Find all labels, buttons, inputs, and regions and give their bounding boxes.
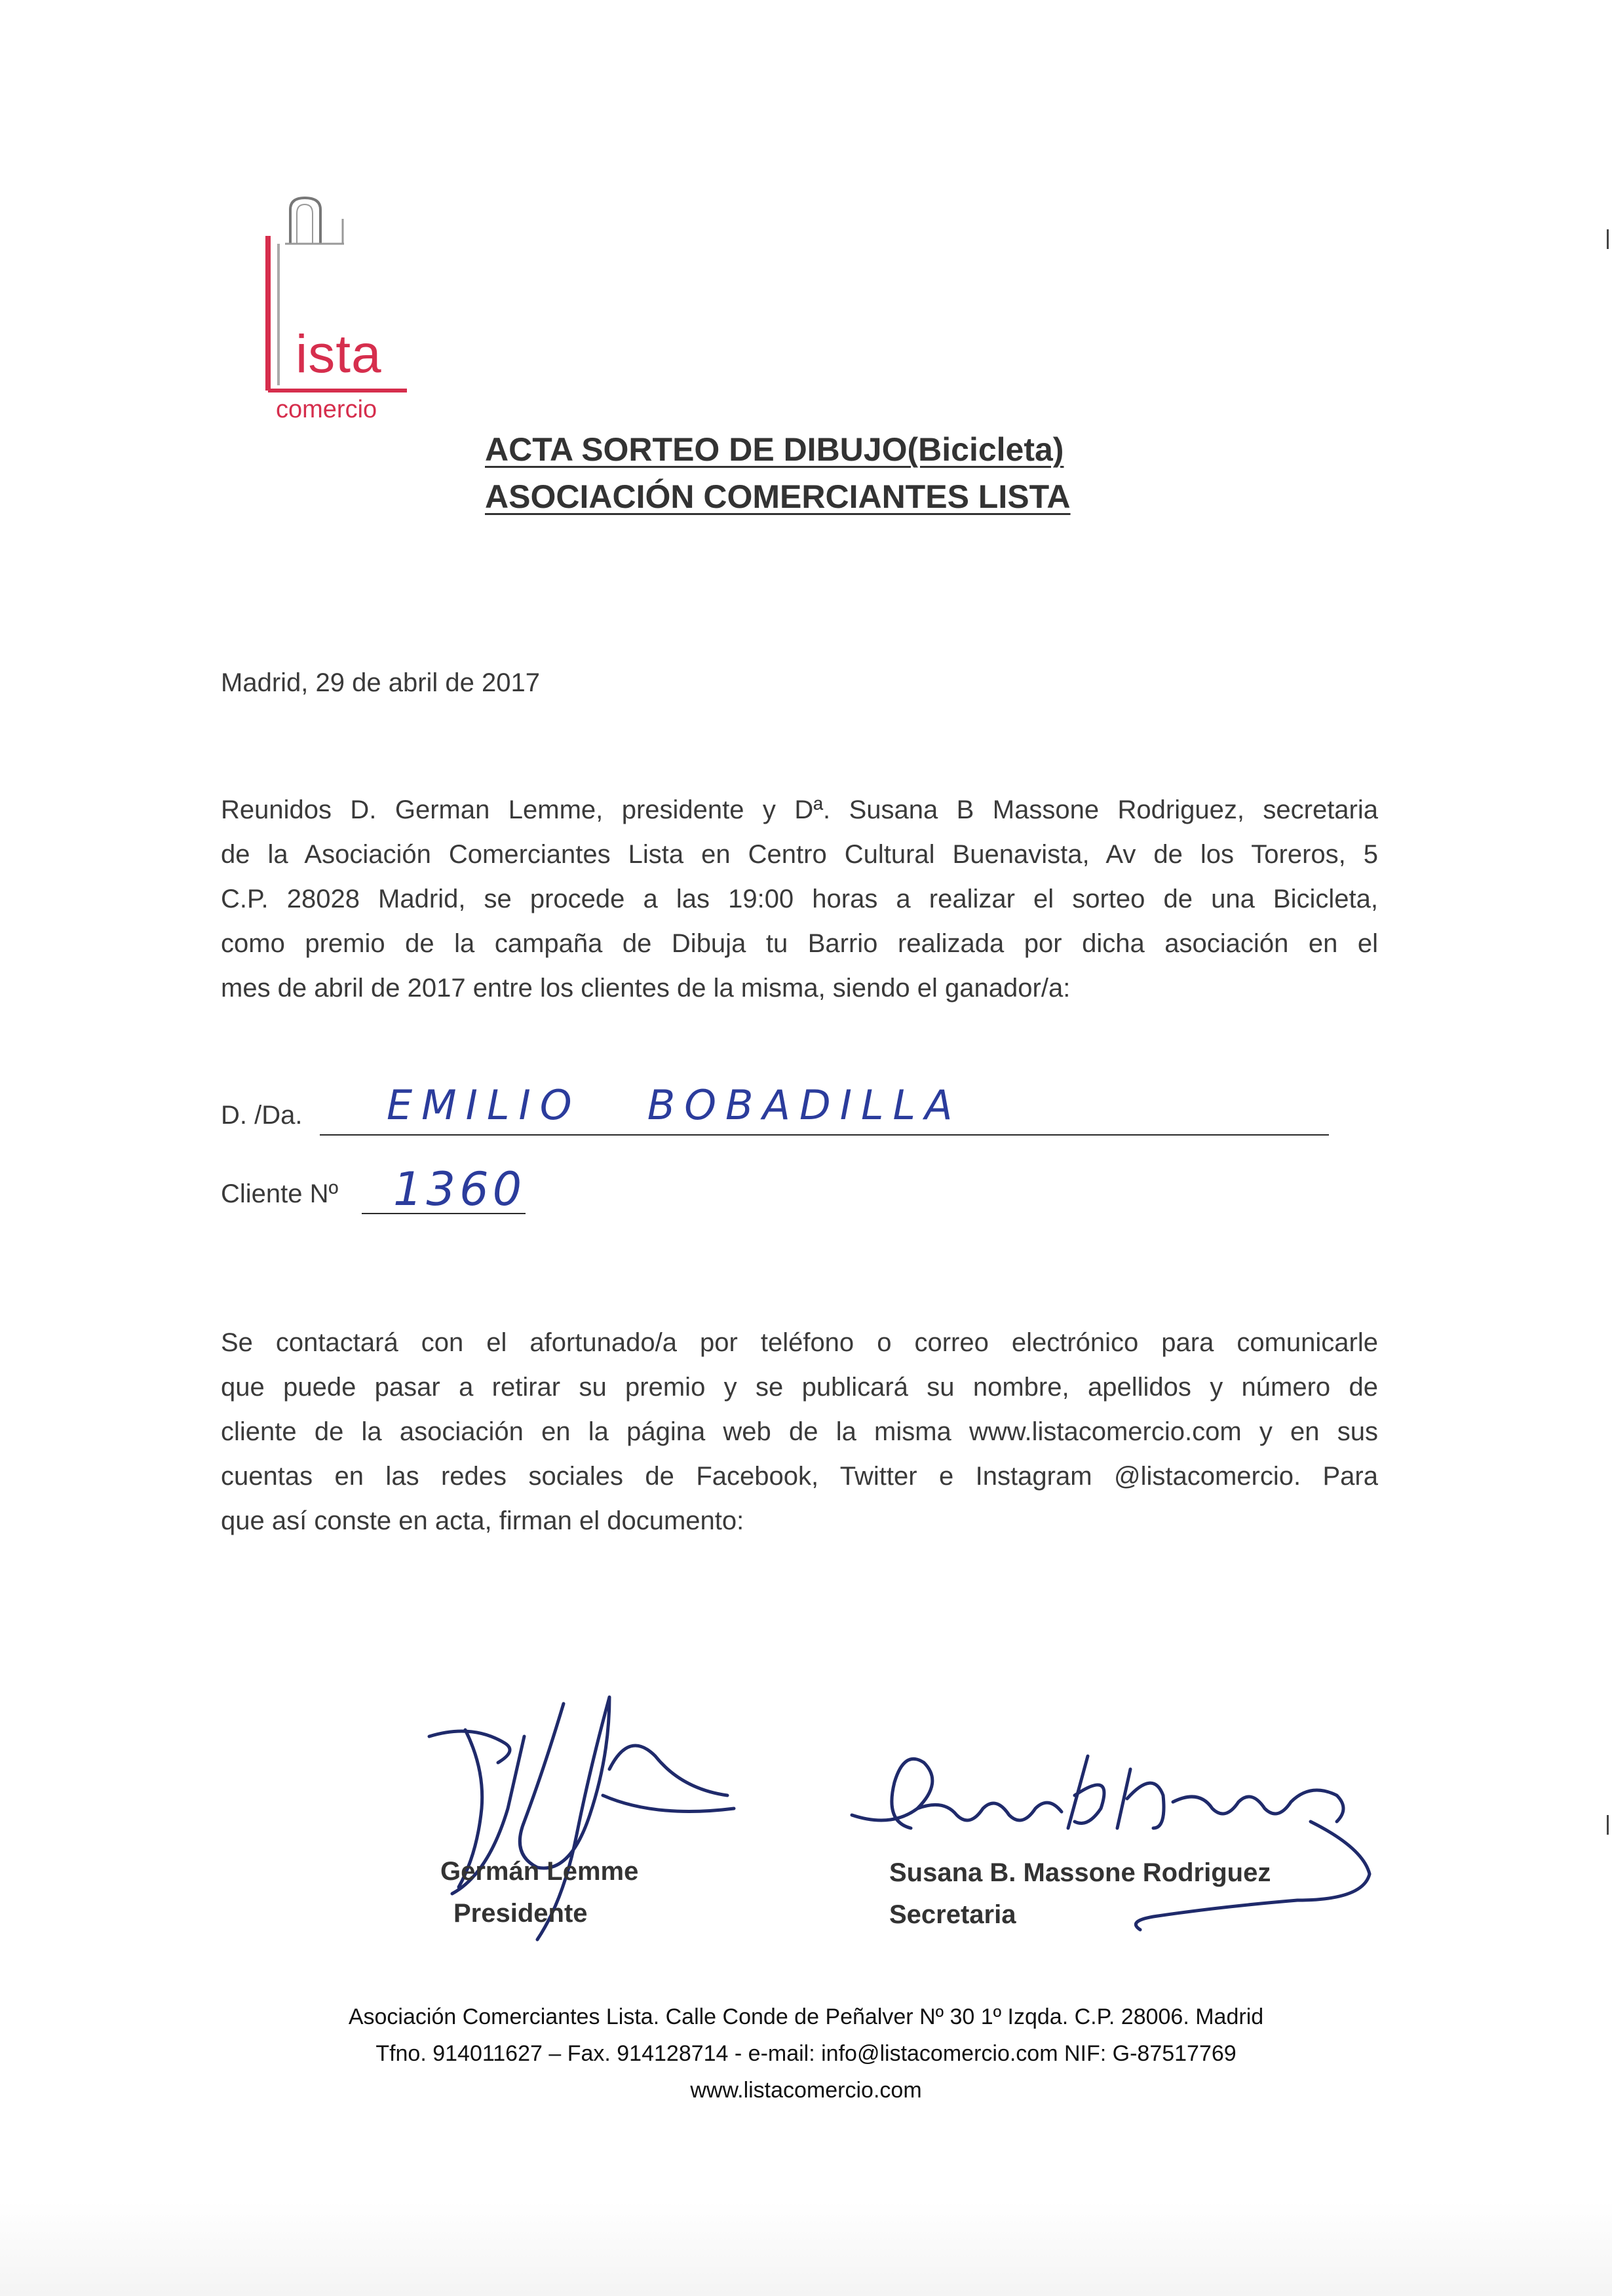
footer-address: Asociación Comerciantes Lista. Calle Conde de Peñalver Nº 30 1º Izqda. C.P. 28006. Madrid <box>348 2004 1264 2029</box>
paragraph-line: Se contactará con el afortunado/a por teléfono o correo electrónico para comunicarle <box>221 1328 1378 1357</box>
client-label: Cliente Nº <box>221 1179 339 1208</box>
footer <box>223 1999 1389 2109</box>
client-number-handwritten: 1360 <box>393 1162 526 1216</box>
footer-website: www.listacomercio.com <box>690 2078 922 2103</box>
paragraph-line: Reunidos D. German Lemme, presidente y Dª. Susana B Massone Rodriguez, secretaria <box>221 795 1378 824</box>
winner-name-handwritten: EMILIO BOBADILLA <box>387 1081 962 1129</box>
secretary-name: Susana B. Massone Rodriguez <box>889 1858 1271 1887</box>
winner-label: D. /Da. <box>221 1101 303 1130</box>
paragraph-line: de la Asociación Comerciantes Lista en Centro Cultural Buenavista, Av de los Toreros, 5 <box>221 840 1378 869</box>
footer-contact: Tfno. 914011627 – Fax. 914128714 - e-mail: info@listacomercio.com NIF: G-87517769 <box>375 2041 1237 2066</box>
logo-subtitle: comercio <box>276 396 377 423</box>
secretary-role: Secretaria <box>889 1900 1016 1929</box>
paragraph-line: que puede pasar a retirar su premio y se publicará su nombre, apellidos y número de <box>221 1373 1378 1402</box>
title-line-1: ACTA SORTEO DE DIBUJO(Bicicleta) <box>485 431 1064 468</box>
paragraph-line: que así conste en acta, firman el documento: <box>221 1506 744 1535</box>
paragraph-line: cuentas en las redes sociales de Facebook, Twitter e Instagram @listacomercio. Para <box>221 1462 1378 1491</box>
paragraph-line: C.P. 28028 Madrid, se procede a las 19:00 horas a realizar el sorteo de una Bicicleta, <box>221 885 1378 913</box>
paragraph-line: como premio de la campaña de Dibuja tu Barrio realizada por dicha asociación en el <box>221 929 1378 958</box>
president-name: Germán Lemme <box>440 1857 639 1886</box>
paragraph-line: cliente de la asociación en la página web de la misma www.listacomercio.com y en sus <box>221 1417 1378 1446</box>
logo-wordmark: ista <box>296 324 382 384</box>
president-role: Presidente <box>453 1899 588 1928</box>
document-date: Madrid, 29 de abril de 2017 <box>221 668 540 697</box>
paragraph-line: mes de abril de 2017 entre los clientes de la misma, siendo el ganador/a: <box>221 974 1071 1003</box>
title-line-2: ASOCIACIÓN COMERCIANTES LISTA <box>485 478 1071 515</box>
